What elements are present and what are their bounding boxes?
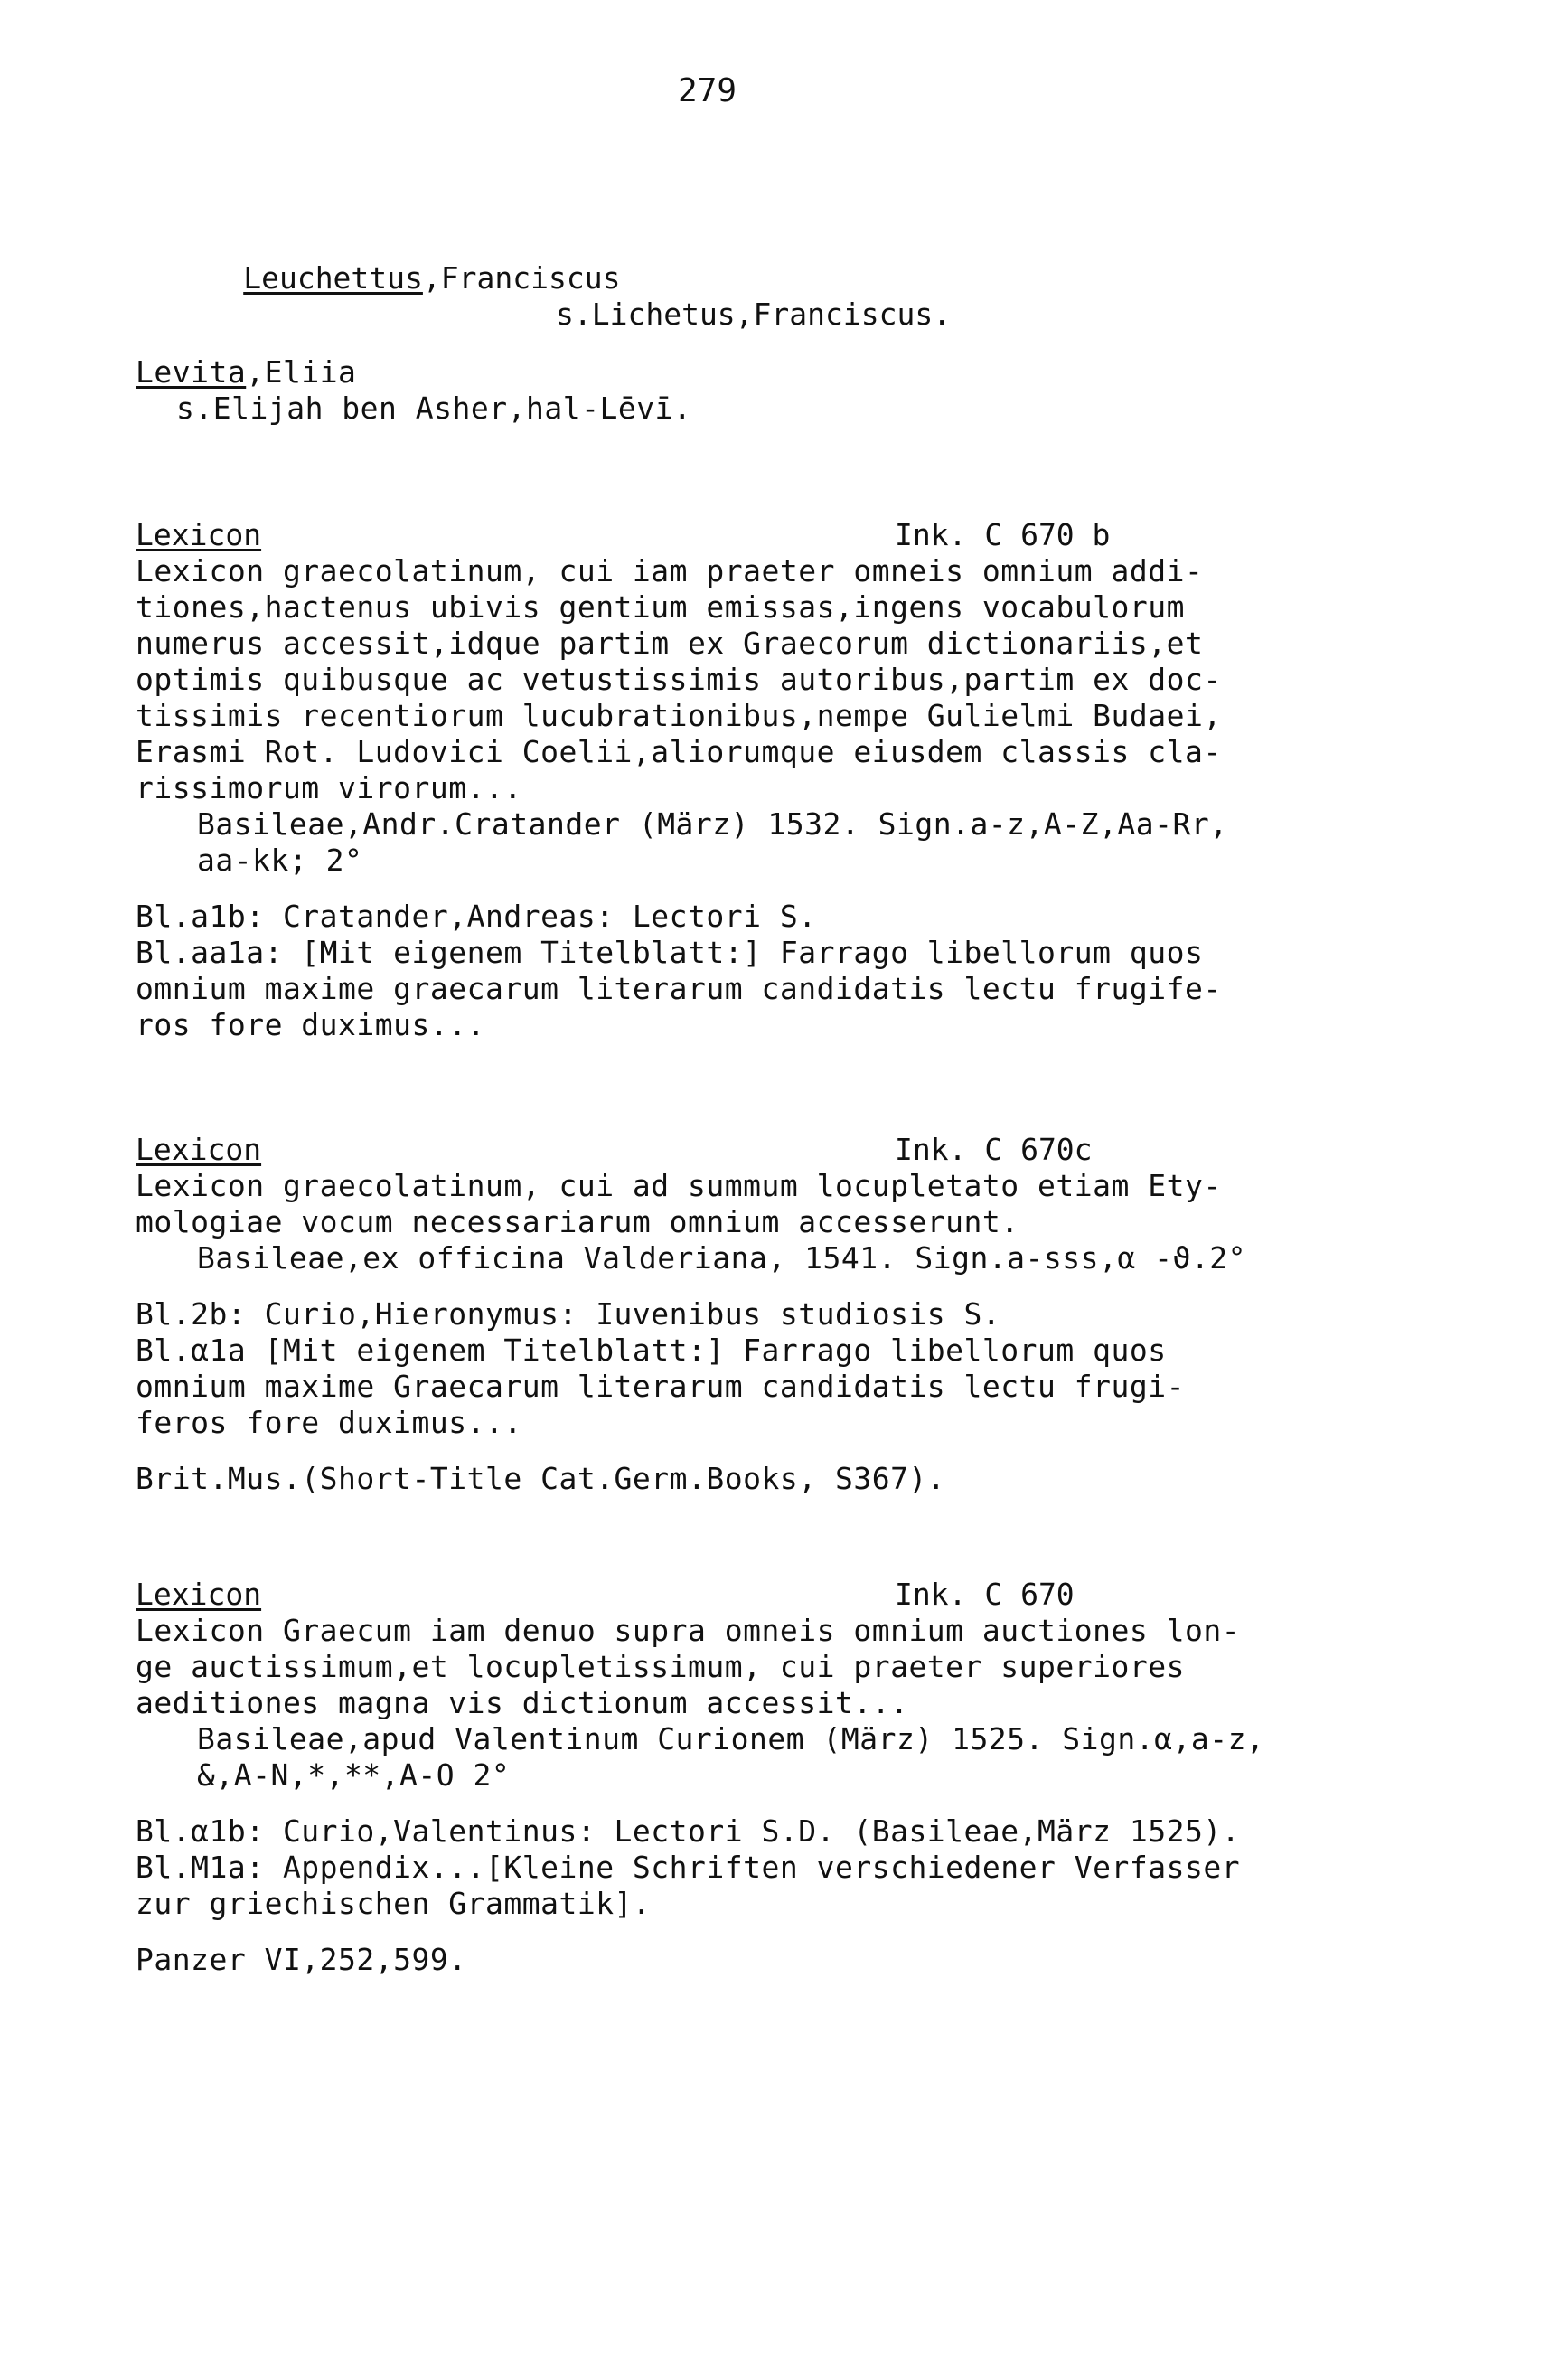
note-line: Bl.α1b: Curio,Valentinus: Lectori S.D. (Basileae,März 1525).	[136, 1813, 1241, 1849]
entry-heading-rest: ,Eliia	[246, 354, 357, 390]
see-reference: s.Elijah ben Asher,hal-Lēvī.	[176, 391, 692, 426]
note-line: omnium maxime graecarum literarum candidatis lectu frugife-	[136, 971, 1222, 1006]
imprint-line: aa-kk; 2°	[197, 843, 363, 878]
entry-heading: Lexicon	[136, 1577, 262, 1612]
entry-heading: Lexicon	[136, 517, 262, 552]
title-line: aeditiones magna vis dictionum accessit...	[136, 1685, 909, 1720]
title-line: mologiae vocum necessariarum omnium accesserunt.	[136, 1204, 1019, 1239]
note-line: Bl.a1b: Cratander,Andreas: Lectori S.	[136, 899, 817, 934]
title-line: tissimis recentiorum lucubrationibus,nempe Gulielmi Budaei,	[136, 698, 1222, 733]
bibliographic-reference: Brit.Mus.(Short-Title Cat.Germ.Books, S367).	[136, 1461, 946, 1496]
title-line: Lexicon Graecum iam denuo supra omneis omnium auctiones lon-	[136, 1613, 1241, 1648]
entry-heading-row	[136, 1577, 1310, 1613]
note-line: Bl.α1a [Mit eigenem Titelblatt:] Farrago libellorum quos	[136, 1333, 1167, 1368]
title-line: tiones,hactenus ubivis gentium emissas,ingens vocabulorum	[136, 589, 1185, 625]
entry-heading-line	[136, 354, 1310, 391]
see-reference: s.Lichetus,Franciscus.	[556, 297, 952, 332]
imprint-line: Basileae,apud Valentinum Curionem (März) 1525. Sign.α,a-z,	[197, 1721, 1265, 1757]
note-line: feros fore duximus...	[136, 1405, 522, 1440]
call-number: Ink. C 670 b	[895, 517, 1111, 552]
title-line: ge auctissimum,et locupletissimum, cui praeter superiores	[136, 1649, 1185, 1684]
catalog-entry-leuchettus	[136, 224, 1310, 332]
catalog-entry-lexicon-670b	[136, 517, 1310, 1043]
catalog-entry-lexicon-670	[136, 1577, 1310, 1978]
page-number: 279	[677, 72, 737, 109]
entry-heading: Lexicon	[136, 1132, 262, 1167]
entry-heading: Leuchettus	[243, 260, 423, 296]
note-line: Bl.2b: Curio,Hieronymus: Iuvenibus studiosis S.	[136, 1296, 1001, 1332]
title-line: Lexicon graecolatinum, cui iam praeter omneis omnium addi-	[136, 553, 1204, 589]
imprint-line: Basileae,ex officina Valderiana, 1541. Sign.a-sss,α -ϑ.2°	[197, 1240, 1246, 1276]
imprint-line: &,A-N,*,**,A-O 2°	[197, 1757, 511, 1793]
note-line: ros fore duximus...	[136, 1007, 485, 1042]
bibliographic-reference: Panzer VI,252,599.	[136, 1942, 467, 1977]
title-line: optimis quibusque ac vetustissimis autoribus,partim ex doc-	[136, 662, 1222, 697]
title-line: numerus accessit,idque partim ex Graecorum dictionariis,et	[136, 626, 1204, 661]
call-number: Ink. C 670	[895, 1577, 1075, 1612]
note-line: Bl.aa1a: [Mit eigenem Titelblatt:] Farrago libellorum quos	[136, 935, 1204, 970]
entry-heading: Levita	[136, 354, 247, 390]
catalog-entry-levita	[136, 354, 1310, 427]
entry-heading-rest: ,Franciscus	[422, 260, 621, 296]
note-line: Bl.M1a: Appendix...[Kleine Schriften verschiedener Verfasser	[136, 1850, 1241, 1885]
entry-heading-line	[136, 224, 1310, 332]
title-line: Lexicon graecolatinum, cui ad summum locupletato etiam Ety-	[136, 1168, 1222, 1203]
imprint-line: Basileae,Andr.Cratander (März) 1532. Sign.a-z,A-Z,Aa-Rr,	[197, 806, 1228, 842]
entry-heading-row	[136, 517, 1310, 553]
note-line: zur griechischen Grammatik].	[136, 1886, 652, 1921]
title-line: rissimorum virorum...	[136, 770, 522, 805]
title-line: Erasmi Rot. Ludovici Coelii,aliorumque eiusdem classis cla-	[136, 734, 1222, 769]
entry-heading-row	[136, 1132, 1310, 1168]
note-line: omnium maxime Graecarum literarum candidatis lectu frugi-	[136, 1369, 1185, 1404]
call-number: Ink. C 670c	[895, 1132, 1093, 1167]
catalog-entry-lexicon-670c	[136, 1132, 1310, 1497]
